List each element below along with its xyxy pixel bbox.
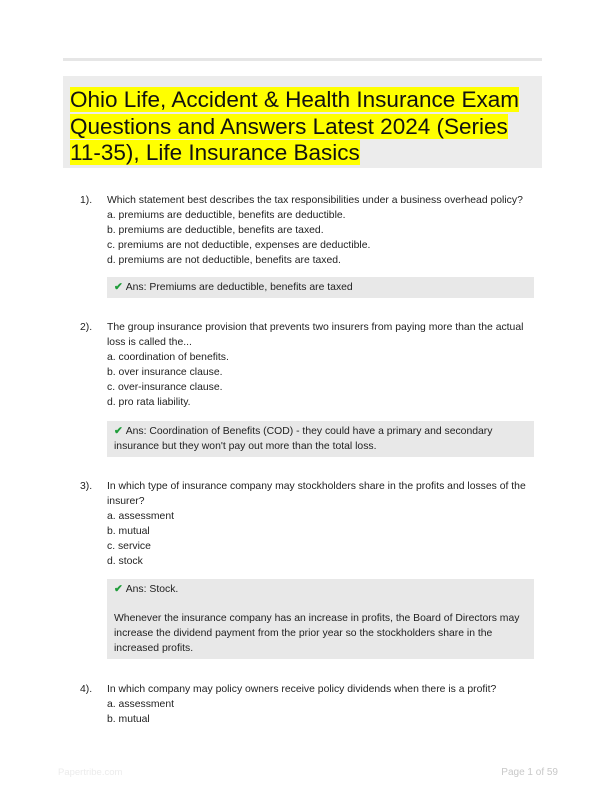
answer-box-3 [107, 579, 534, 659]
checkmark-icon: ✔ [114, 584, 123, 595]
option-d: d. premiums are not deductible, benefits are taxed. [107, 255, 341, 267]
option-d: d. pro rata liability. [107, 397, 191, 409]
checkmark-icon: ✔ [114, 282, 123, 293]
option-a: a. assessment [107, 699, 174, 711]
answer-text: Ans: Stock. [125, 584, 179, 595]
page-number: Page 1 of 59 [501, 767, 558, 778]
option-a: a. coordination of benefits. [107, 352, 229, 364]
option-c: c. premiums are not deductible, expenses are deductible. [107, 240, 371, 252]
question-number: 4). [80, 684, 93, 695]
answer-box-1 [107, 277, 534, 298]
question-text: The group insurance provision that prevents two insurers from paying more than the actual loss is called the... [107, 322, 524, 349]
question-text: In which company may policy owners receive policy dividends when there is a profit? [107, 684, 497, 695]
question-1 [107, 193, 539, 268]
option-b: b. premiums are deductible, benefits are taxed. [107, 225, 324, 237]
answer-text: Ans: Coordination of Benefits (COD) - they could have a primary and secondary insurance but they won't pay out more than the total loss. [114, 426, 493, 453]
question-number: 2). [80, 322, 93, 333]
question-2 [107, 320, 539, 411]
option-b: b. mutual [107, 714, 150, 726]
option-d: d. stock [107, 556, 143, 568]
question-text: Which statement best describes the tax responsibilities under a business overhead policy? [107, 195, 523, 206]
checkmark-icon: ✔ [114, 426, 123, 437]
answer-text: Ans: Premiums are deductible, benefits are taxed [125, 282, 353, 293]
option-a: a. premiums are deductible, benefits are deductible. [107, 210, 346, 222]
document-title: Ohio Life, Accident & Health Insurance Exam Questions and Answers Latest 2024 (Series 11-35), Life Insurance Basics [70, 87, 519, 165]
top-divider [63, 58, 542, 61]
option-b: b. mutual [107, 526, 150, 538]
option-b: b. over insurance clause. [107, 367, 223, 379]
answer-explanation: Whenever the insurance company has an increase in profits, the Board of Directors may increase the dividend payment from the prior year so the stockholders share in the increased profits. [114, 613, 520, 655]
question-text: In which type of insurance company may stockholders share in the profits and losses of the insurer? [107, 481, 526, 508]
question-number: 1). [80, 195, 93, 206]
option-c: c. service [107, 541, 151, 553]
question-number: 3). [80, 481, 93, 492]
footer-watermark: Papertribe.com [58, 767, 123, 778]
option-c: c. over-insurance clause. [107, 382, 223, 394]
question-4 [107, 682, 539, 727]
answer-box-2 [107, 421, 534, 457]
option-a: a. assessment [107, 511, 174, 523]
question-3 [107, 479, 539, 570]
